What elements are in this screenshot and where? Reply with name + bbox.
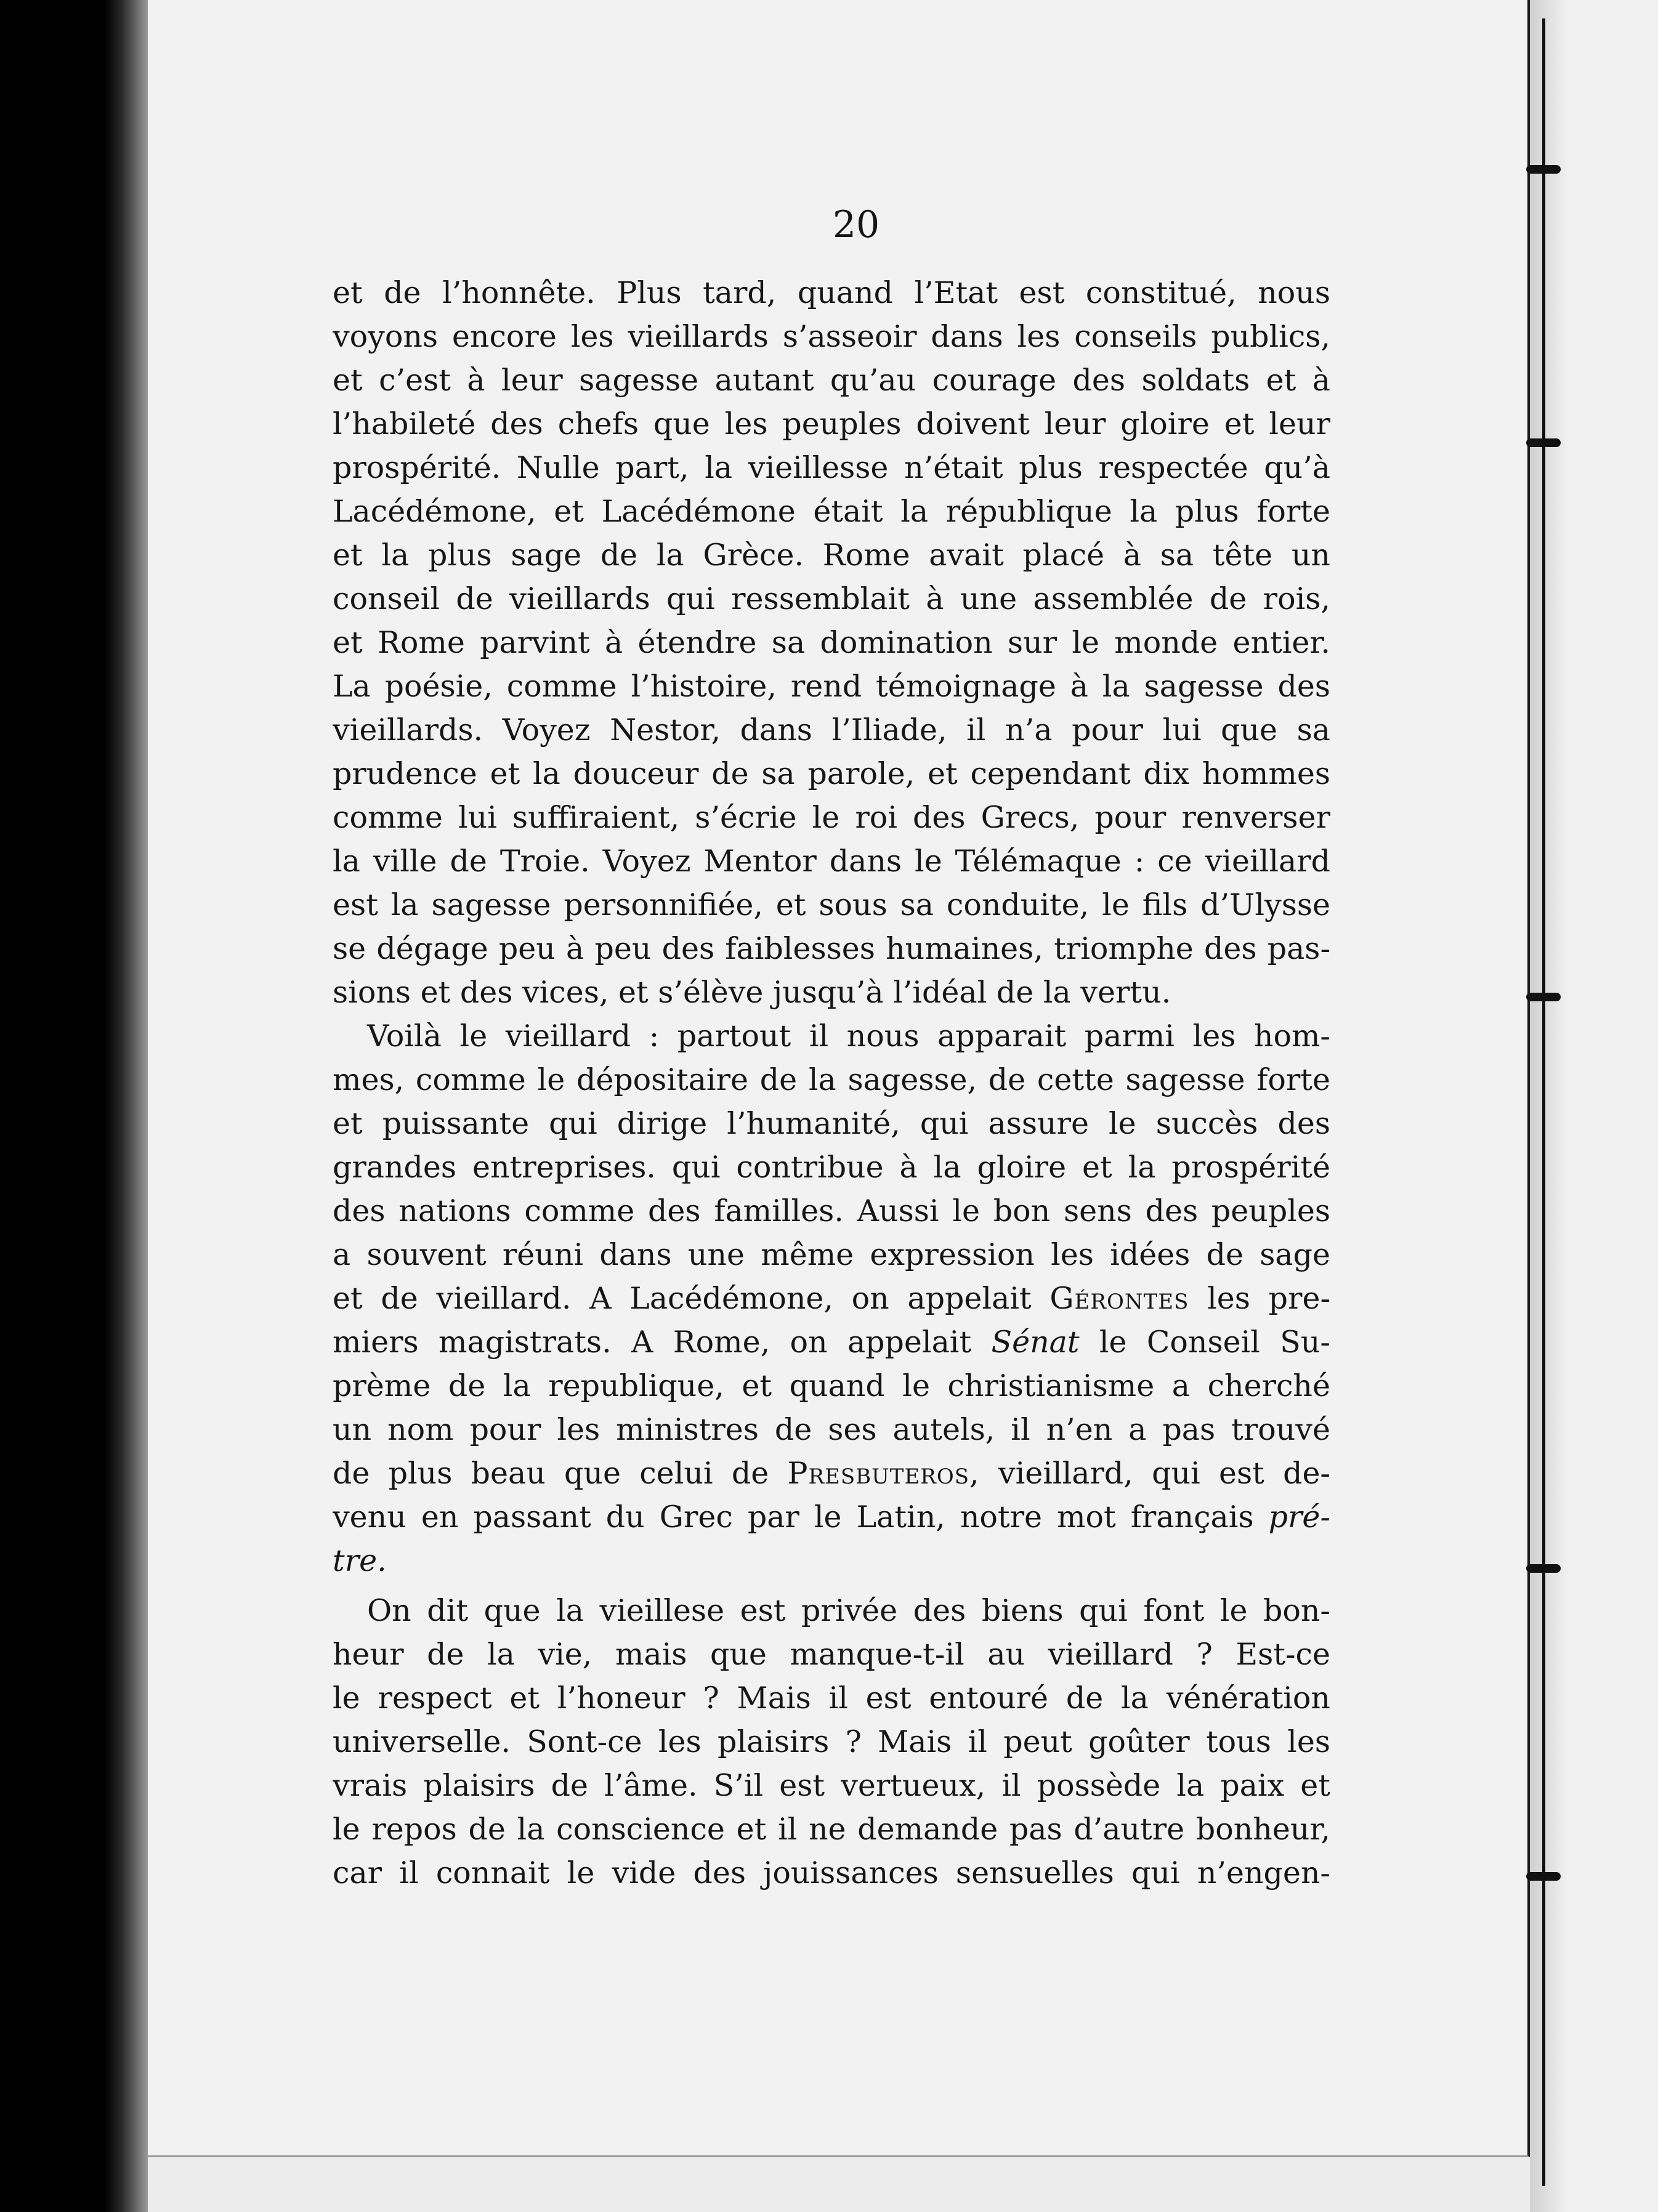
text-line: et la plus sage de la Grèce. Rome avait placé à sa tête un [333, 538, 1330, 573]
binding-thread-mark [1526, 1872, 1561, 1881]
text-line [333, 1451, 1330, 1495]
text-line: prudence et la douceur de sa parole, et cependant dix hommes [333, 756, 1330, 791]
text-line: et de l’honnête. Plus tard, quand l’Etat est constitué, nous [333, 275, 1330, 310]
text-line: a souvent réuni dans une même expression les idées de sage [333, 1237, 1330, 1272]
paragraph-gap [333, 1583, 1330, 1589]
text-line: est la sagesse personnifiée, et sous sa conduite, le fils d’Ulysse [333, 887, 1330, 922]
text-line: et c’est à leur sagesse autant qu’au courage des soldats et à [333, 363, 1330, 398]
text-segment: de plus beau que celui de [333, 1456, 769, 1491]
text-line: l’habileté des chefs que les peuples doivent leur gloire et leur [333, 406, 1330, 442]
text-line: heur de la vie, mais que manque-t-il au vieillard ? Est-ce [333, 1637, 1330, 1672]
text-line: et Rome parvint à étendre sa domination sur le monde entier. [333, 625, 1330, 660]
text-line: conseil de vieillards qui ressemblait à une assemblée de rois, [333, 581, 1330, 616]
text-segment: et de vieillard. A Lacédémone, on appelait [333, 1281, 1032, 1316]
text-line: On dit que la vieillese est privée des biens qui font le bon- [367, 1593, 1330, 1628]
text-segment: vieillard, qui est de- [998, 1456, 1330, 1491]
text-line: vrais plaisirs de l’âme. S’il est vertueux, il possède la paix et [333, 1768, 1330, 1803]
text-line: voyons encore les vieillards s’asseoir dans les conseils publics, [333, 319, 1330, 354]
text-line: La poésie, comme l’histoire, rend témoignage à la sagesse des [333, 669, 1330, 704]
text-line: des nations comme des familles. Aussi le bon sens des peuples [333, 1193, 1330, 1229]
binding-thread-mark [1526, 165, 1561, 174]
text-line: prème de la republique, et quand le christianisme a cherché [333, 1368, 1330, 1403]
text-line: comme lui suffiraient, s’écrie le roi des Grecs, pour renverser [333, 800, 1330, 835]
text-line [333, 1495, 1330, 1539]
text-line: car il connait le vide des jouissances sensuelles qui n’engen- [333, 1855, 1330, 1891]
paragraph-2 [333, 1014, 1330, 1583]
text-line: mes, comme le dépositaire de la sagesse, de cette sagesse forte [333, 1062, 1330, 1097]
text-line: universelle. Sont-ce les plaisirs ? Mais il peut goûter tous les [333, 1724, 1330, 1759]
text-segment: les pre- [1207, 1281, 1330, 1316]
small-caps-term: Gérontes [1049, 1281, 1189, 1316]
binding-shadow [105, 0, 148, 2212]
text-line [333, 1539, 1330, 1583]
text-segment: miers magistrats. A Rome, on appelait [333, 1325, 972, 1360]
text-line: se dégage peu à peu des faiblesses humaines, triomphe des pas- [333, 931, 1330, 966]
text-line: le respect et l’honeur ? Mais il est entouré de la vénération [333, 1681, 1330, 1716]
text-line: Lacédémone, et Lacédémone était la république la plus forte [333, 494, 1330, 529]
text-line: sions et des vices, et s’élève jusqu’à l’idéal de la vertu. [333, 975, 1171, 1010]
body-text [333, 271, 1330, 1895]
page-number: 20 [832, 203, 880, 246]
text-line [333, 1320, 1330, 1364]
text-line: grandes entreprises. qui contribue à la gloire et la prospérité [333, 1150, 1330, 1185]
paragraph-3 [333, 1589, 1330, 1895]
italic-term: Sénat [991, 1325, 1080, 1360]
binding-thread-mark [1526, 1564, 1561, 1573]
text-line: le repos de la conscience et il ne demande pas d’autre bonheur, [333, 1812, 1330, 1847]
text-line: un nom pour les ministres de ses autels, il n’en a pas trouvé [333, 1412, 1330, 1447]
binding-thread-mark [1526, 438, 1561, 447]
text-line: et puissante qui dirige l’humanité, qui assure le succès des [333, 1106, 1330, 1141]
text-line: vieillards. Voyez Nestor, dans l’Iliade, il n’a pour lui que sa [333, 712, 1330, 748]
text-line: Voilà le vieillard : partout il nous apparait parmi les hom- [367, 1019, 1330, 1054]
small-caps-term: Presbuteros, [787, 1456, 980, 1491]
text-segment: venu en passant du Grec par le Latin, notre mot français [333, 1500, 1254, 1535]
binding-gutter-line [1542, 18, 1545, 2186]
text-line [333, 1277, 1330, 1320]
paragraph-1 [333, 271, 1330, 1014]
italic-term: pré- [1268, 1500, 1330, 1535]
text-line: la ville de Troie. Voyez Mentor dans le Télémaque : ce vieillard [333, 844, 1330, 879]
text-segment: le Conseil Su- [1099, 1325, 1330, 1360]
italic-term: tre. [333, 1543, 387, 1578]
binding-thread-mark [1526, 993, 1561, 1001]
text-line: prospérité. Nulle part, la vieillesse n’était plus respectée qu’à [333, 450, 1330, 485]
